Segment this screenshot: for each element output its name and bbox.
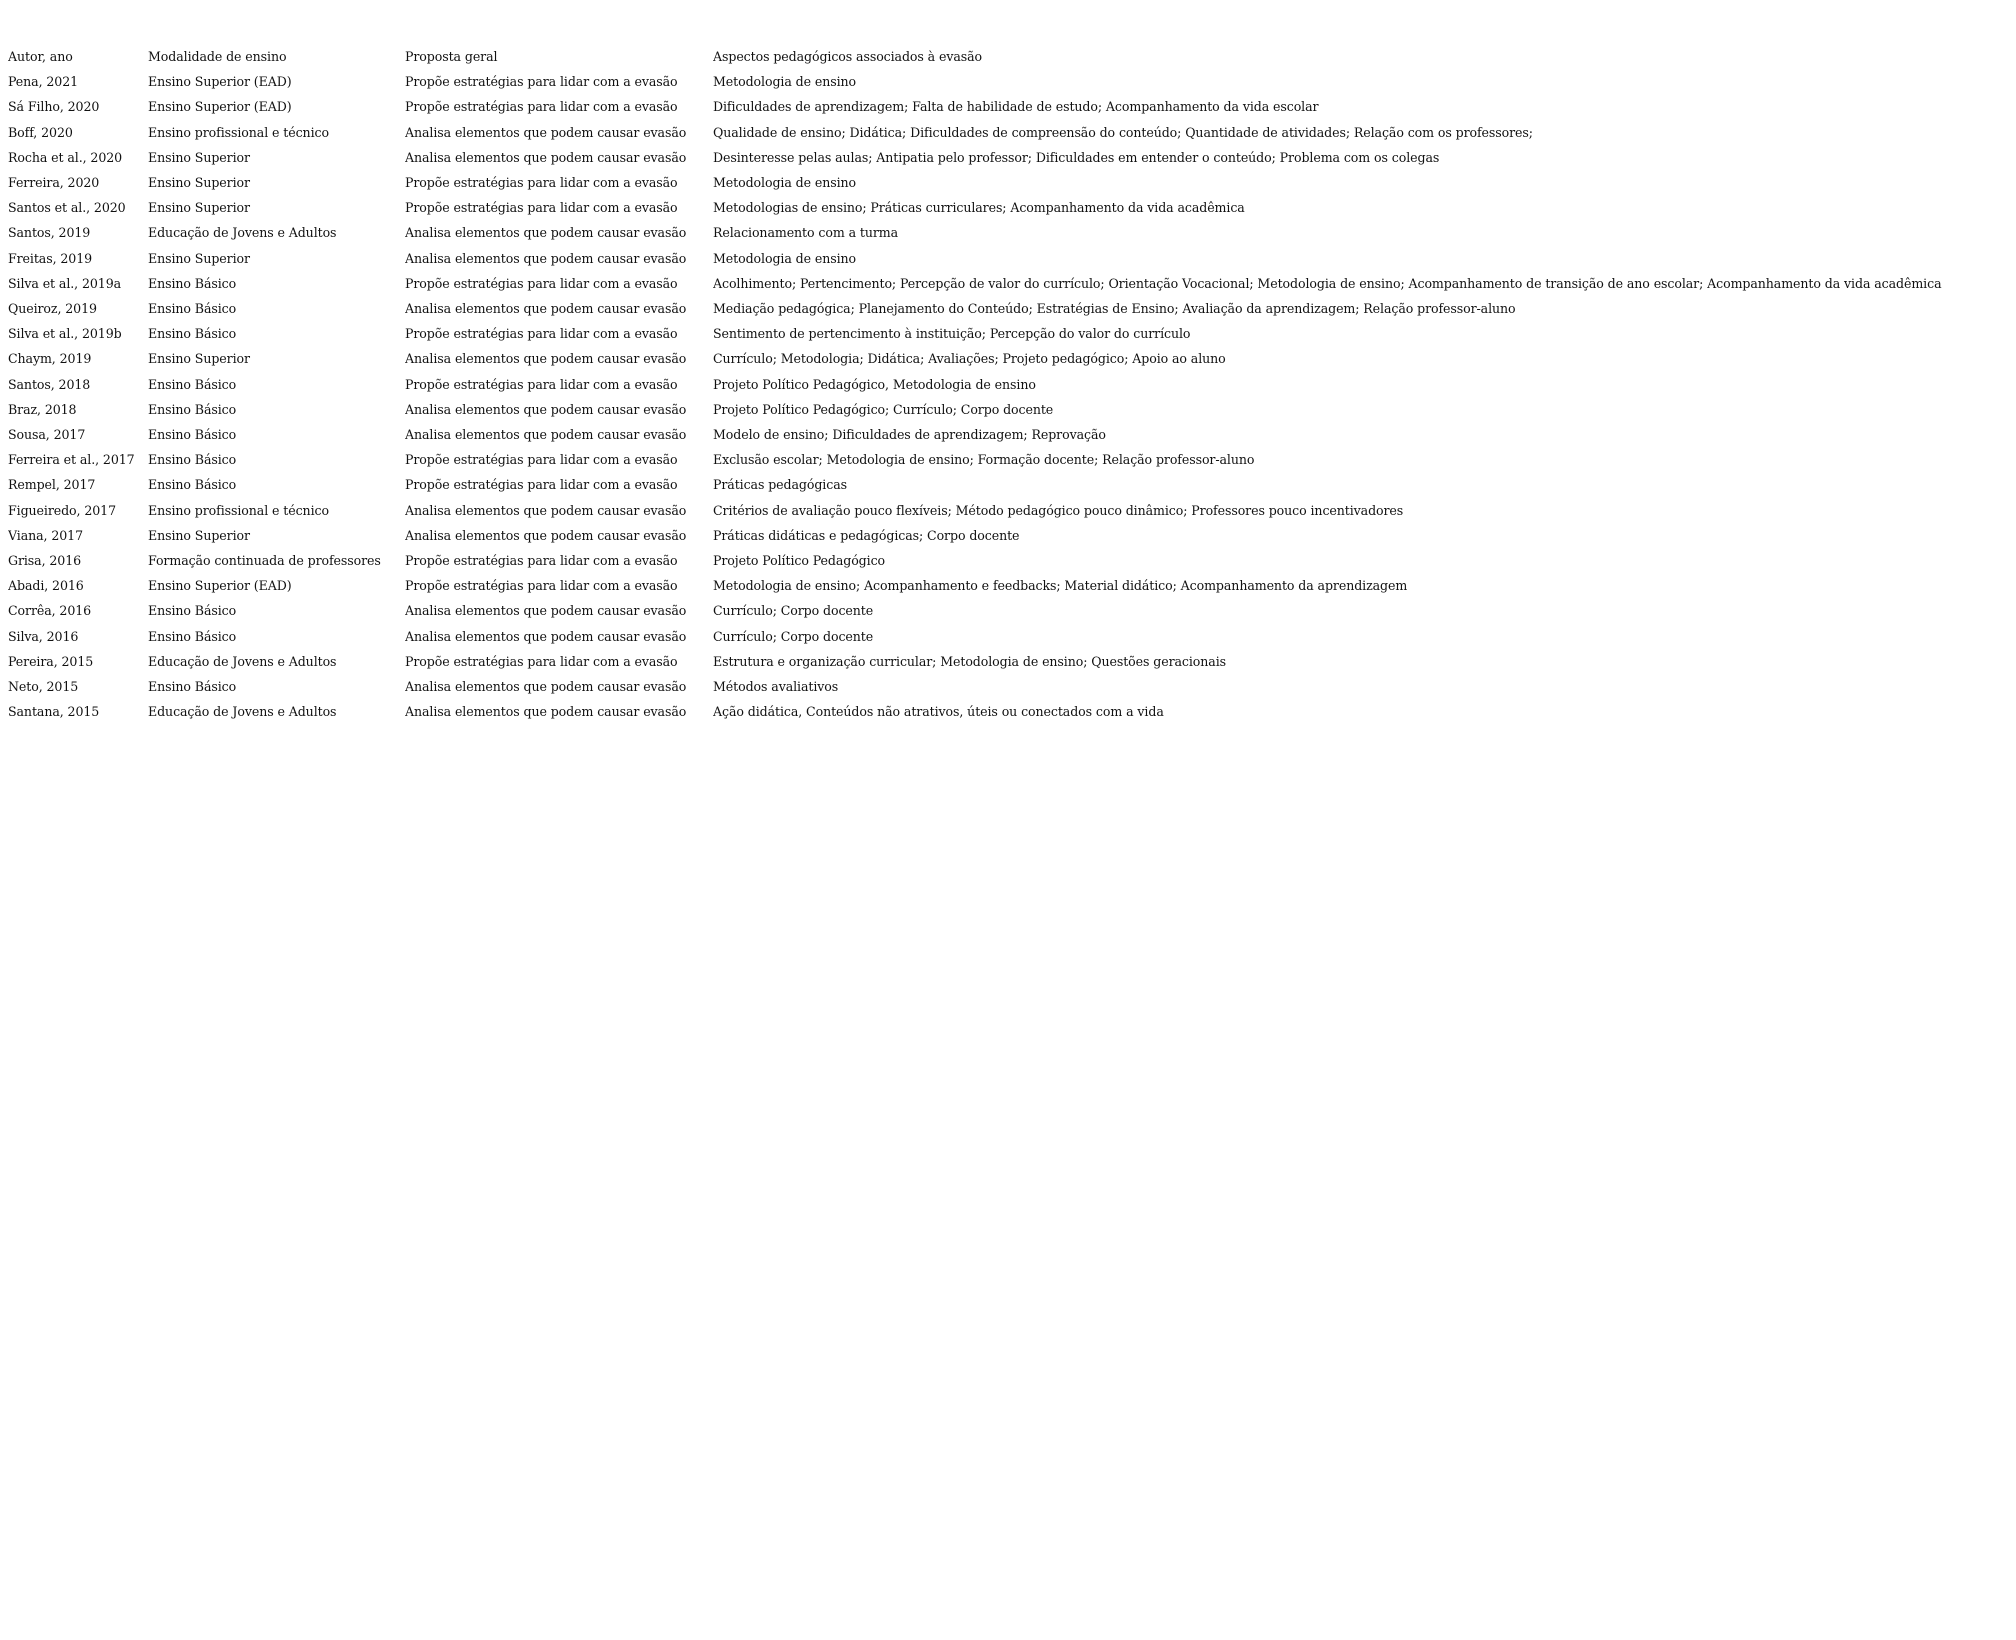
- author-year-cell: Ferreira, 2020: [8, 175, 100, 191]
- pedagogical-aspects-cell: Currículo; Corpo docente: [713, 603, 874, 619]
- pedagogical-aspects-cell: Projeto Político Pedagógico; Currículo; Corpo docente: [713, 401, 1054, 417]
- author-year-cell: Abadi, 2016: [8, 578, 84, 594]
- table-row: [8, 624, 2008, 649]
- pedagogical-aspects-cell: Relacionamento com a turma: [713, 225, 899, 241]
- table-row: [8, 548, 2008, 573]
- table-row: [8, 573, 2008, 598]
- author-year-cell: Santos, 2019: [8, 225, 91, 241]
- general-proposal-cell: Analisa elementos que podem causar evasão: [405, 427, 687, 443]
- table-body: [8, 44, 2008, 724]
- general-proposal-cell: Propõe estratégias para lidar com a evasão: [405, 99, 678, 115]
- general-proposal-cell: Analisa elementos que podem causar evasão: [405, 351, 687, 367]
- table-row: [8, 94, 2008, 119]
- author-year-cell: Sá Filho, 2020: [8, 99, 100, 115]
- table-row: [8, 271, 2008, 296]
- teaching-modality-cell: Ensino Básico: [148, 401, 237, 417]
- table-row: [8, 145, 2008, 170]
- author-year-cell: Santos, 2018: [8, 376, 91, 392]
- general-proposal-cell: Propõe estratégias para lidar com a evasão: [405, 578, 678, 594]
- literature-table-container: [8, 44, 2008, 724]
- teaching-modality-cell: Ensino Superior (EAD): [148, 74, 292, 90]
- author-year-cell: Santos et al., 2020: [8, 200, 126, 216]
- general-proposal-cell: Analisa elementos que podem causar evasão: [405, 704, 687, 720]
- table-row: [8, 523, 2008, 548]
- author-year-cell: Freitas, 2019: [8, 250, 93, 266]
- author-year-cell: Silva et al., 2019a: [8, 275, 122, 291]
- table-row: [8, 598, 2008, 623]
- general-proposal-cell: Propõe estratégias para lidar com a evasão: [405, 477, 678, 493]
- pedagogical-aspects-cell: Exclusão escolar; Metodologia de ensino; Formação docente; Relação professor-aluno: [713, 452, 1255, 468]
- table-row: [8, 69, 2008, 94]
- author-year-cell: Sousa, 2017: [8, 427, 86, 443]
- table-row: [8, 422, 2008, 447]
- general-proposal-cell: Analisa elementos que podem causar evasão: [405, 527, 687, 543]
- teaching-modality-cell: Ensino Básico: [148, 679, 237, 695]
- author-year-cell: Queiroz, 2019: [8, 301, 97, 317]
- teaching-modality-cell: Ensino Básico: [148, 452, 237, 468]
- author-year-cell: Silva et al., 2019b: [8, 326, 122, 342]
- author-year-cell: Viana, 2017: [8, 527, 83, 543]
- teaching-modality-cell: Ensino Básico: [148, 427, 237, 443]
- pedagogical-aspects-cell: Desinteresse pelas aulas; Antipatia pelo professor; Dificuldades em entender o conteúdo; Problema com os colegas: [713, 149, 1440, 165]
- pedagogical-aspects-cell: Metodologias de ensino; Práticas curriculares; Acompanhamento da vida acadêmica: [713, 200, 1245, 216]
- general-proposal-cell: Analisa elementos que podem causar evasão: [405, 401, 687, 417]
- teaching-modality-cell: Ensino Básico: [148, 326, 237, 342]
- author-year-cell: Ferreira et al., 2017: [8, 452, 135, 468]
- teaching-modality-cell: Ensino Superior: [148, 351, 250, 367]
- column-header-author-year: Autor, ano: [8, 49, 73, 64]
- author-year-cell: Pena, 2021: [8, 74, 79, 90]
- teaching-modality-cell: Ensino Básico: [148, 301, 237, 317]
- table-row: [8, 447, 2008, 472]
- pedagogical-aspects-cell: Metodologia de ensino: [713, 250, 857, 266]
- pedagogical-aspects-cell: Currículo; Corpo docente: [713, 628, 874, 644]
- column-header-pedagogical-aspects: Aspectos pedagógicos associados à evasão: [713, 49, 983, 64]
- general-proposal-cell: Propõe estratégias para lidar com a evasão: [405, 200, 678, 216]
- table-row: [8, 321, 2008, 346]
- author-year-cell: Chaym, 2019: [8, 351, 92, 367]
- table-header-row: [8, 44, 2008, 69]
- pedagogical-aspects-cell: Práticas didáticas e pedagógicas; Corpo docente: [713, 527, 1020, 543]
- teaching-modality-cell: Ensino Básico: [148, 376, 237, 392]
- pedagogical-aspects-cell: Estrutura e organização curricular; Metodologia de ensino; Questões geracionais: [713, 653, 1226, 669]
- table-row: [8, 397, 2008, 422]
- author-year-cell: Braz, 2018: [8, 401, 77, 417]
- teaching-modality-cell: Ensino profissional e técnico: [148, 502, 329, 518]
- general-proposal-cell: Propõe estratégias para lidar com a evasão: [405, 275, 678, 291]
- table-row: [8, 195, 2008, 220]
- pedagogical-aspects-cell: Métodos avaliativos: [713, 679, 839, 695]
- table-row: [8, 649, 2008, 674]
- teaching-modality-cell: Ensino Superior: [148, 200, 250, 216]
- author-year-cell: Rempel, 2017: [8, 477, 96, 493]
- teaching-modality-cell: Ensino Superior: [148, 149, 250, 165]
- general-proposal-cell: Propõe estratégias para lidar com a evasão: [405, 376, 678, 392]
- column-header-teaching-modality: Modalidade de ensino: [148, 49, 287, 64]
- teaching-modality-cell: Ensino Básico: [148, 477, 237, 493]
- literature-table: [8, 44, 2008, 724]
- table-row: [8, 372, 2008, 397]
- author-year-cell: Pereira, 2015: [8, 653, 94, 669]
- pedagogical-aspects-cell: Projeto Político Pedagógico, Metodologia de ensino: [713, 376, 1036, 392]
- general-proposal-cell: Analisa elementos que podem causar evasão: [405, 225, 687, 241]
- pedagogical-aspects-cell: Mediação pedagógica; Planejamento do Conteúdo; Estratégias de Ensino; Avaliação da aprendizagem; Relação professor-aluno: [713, 301, 1516, 317]
- table-row: [8, 246, 2008, 271]
- pedagogical-aspects-cell: Acolhimento; Pertencimento; Percepção de valor do currículo; Orientação Vocacional; Metodologia de ensino; Acompanhamento de transição de ano escolar; Acompanhamento da vida acadêmica: [713, 275, 1942, 291]
- pedagogical-aspects-cell: Metodologia de ensino: [713, 74, 857, 90]
- table-row: [8, 699, 2008, 724]
- pedagogical-aspects-cell: Práticas pedagógicas: [713, 477, 847, 493]
- pedagogical-aspects-cell: Ação didática, Conteúdos não atrativos, úteis ou conectados com a vida: [713, 704, 1164, 720]
- teaching-modality-cell: Ensino Básico: [148, 275, 237, 291]
- teaching-modality-cell: Ensino Superior: [148, 527, 250, 543]
- teaching-modality-cell: Ensino Básico: [148, 603, 237, 619]
- general-proposal-cell: Propõe estratégias para lidar com a evasão: [405, 653, 678, 669]
- teaching-modality-cell: Ensino Superior: [148, 250, 250, 266]
- general-proposal-cell: Propõe estratégias para lidar com a evasão: [405, 326, 678, 342]
- teaching-modality-cell: Educação de Jovens e Adultos: [148, 653, 337, 669]
- author-year-cell: Rocha et al., 2020: [8, 149, 123, 165]
- general-proposal-cell: Propõe estratégias para lidar com a evasão: [405, 175, 678, 191]
- author-year-cell: Corrêa, 2016: [8, 603, 92, 619]
- pedagogical-aspects-cell: Dificuldades de aprendizagem; Falta de habilidade de estudo; Acompanhamento da vida escolar: [713, 99, 1319, 115]
- general-proposal-cell: Propõe estratégias para lidar com a evasão: [405, 74, 678, 90]
- author-year-cell: Neto, 2015: [8, 679, 79, 695]
- table-row: [8, 296, 2008, 321]
- general-proposal-cell: Propõe estratégias para lidar com a evasão: [405, 553, 678, 569]
- pedagogical-aspects-cell: Metodologia de ensino; Acompanhamento e feedbacks; Material didático; Acompanhamento da aprendizagem: [713, 578, 1408, 594]
- general-proposal-cell: Analisa elementos que podem causar evasão: [405, 603, 687, 619]
- teaching-modality-cell: Educação de Jovens e Adultos: [148, 225, 337, 241]
- teaching-modality-cell: Ensino Superior: [148, 175, 250, 191]
- general-proposal-cell: Analisa elementos que podem causar evasão: [405, 628, 687, 644]
- author-year-cell: Santana, 2015: [8, 704, 100, 720]
- pedagogical-aspects-cell: Critérios de avaliação pouco flexíveis; Método pedagógico pouco dinâmico; Professores pouco incentivadores: [713, 502, 1404, 518]
- teaching-modality-cell: Ensino Superior (EAD): [148, 578, 292, 594]
- teaching-modality-cell: Ensino Superior (EAD): [148, 99, 292, 115]
- teaching-modality-cell: Formação continuada de professores: [148, 553, 381, 569]
- teaching-modality-cell: Ensino Básico: [148, 628, 237, 644]
- table-row: [8, 346, 2008, 371]
- author-year-cell: Figueiredo, 2017: [8, 502, 116, 518]
- general-proposal-cell: Analisa elementos que podem causar evasão: [405, 124, 687, 140]
- general-proposal-cell: Analisa elementos que podem causar evasão: [405, 502, 687, 518]
- table-row: [8, 170, 2008, 195]
- general-proposal-cell: Analisa elementos que podem causar evasão: [405, 679, 687, 695]
- table-row: [8, 674, 2008, 699]
- pedagogical-aspects-cell: Sentimento de pertencimento à instituição; Percepção do valor do currículo: [713, 326, 1191, 342]
- table-row: [8, 498, 2008, 523]
- author-year-cell: Silva, 2016: [8, 628, 79, 644]
- table-row: [8, 220, 2008, 245]
- column-header-general-proposal: Proposta geral: [405, 49, 498, 64]
- pedagogical-aspects-cell: Modelo de ensino; Dificuldades de aprendizagem; Reprovação: [713, 427, 1106, 443]
- author-year-cell: Grisa, 2016: [8, 553, 82, 569]
- table-row: [8, 120, 2008, 145]
- general-proposal-cell: Analisa elementos que podem causar evasão: [405, 250, 687, 266]
- teaching-modality-cell: Educação de Jovens e Adultos: [148, 704, 337, 720]
- teaching-modality-cell: Ensino profissional e técnico: [148, 124, 329, 140]
- pedagogical-aspects-cell: Currículo; Metodologia; Didática; Avaliações; Projeto pedagógico; Apoio ao aluno: [713, 351, 1226, 367]
- general-proposal-cell: Propõe estratégias para lidar com a evasão: [405, 452, 678, 468]
- pedagogical-aspects-cell: Metodologia de ensino: [713, 175, 857, 191]
- pedagogical-aspects-cell: Qualidade de ensino; Didática; Dificuldades de compreensão do conteúdo; Quantidade de atividades; Relação com os professores;: [713, 124, 1533, 140]
- general-proposal-cell: Analisa elementos que podem causar evasão: [405, 149, 687, 165]
- table-row: [8, 472, 2008, 497]
- author-year-cell: Boff, 2020: [8, 124, 73, 140]
- pedagogical-aspects-cell: Projeto Político Pedagógico: [713, 553, 886, 569]
- general-proposal-cell: Analisa elementos que podem causar evasão: [405, 301, 687, 317]
